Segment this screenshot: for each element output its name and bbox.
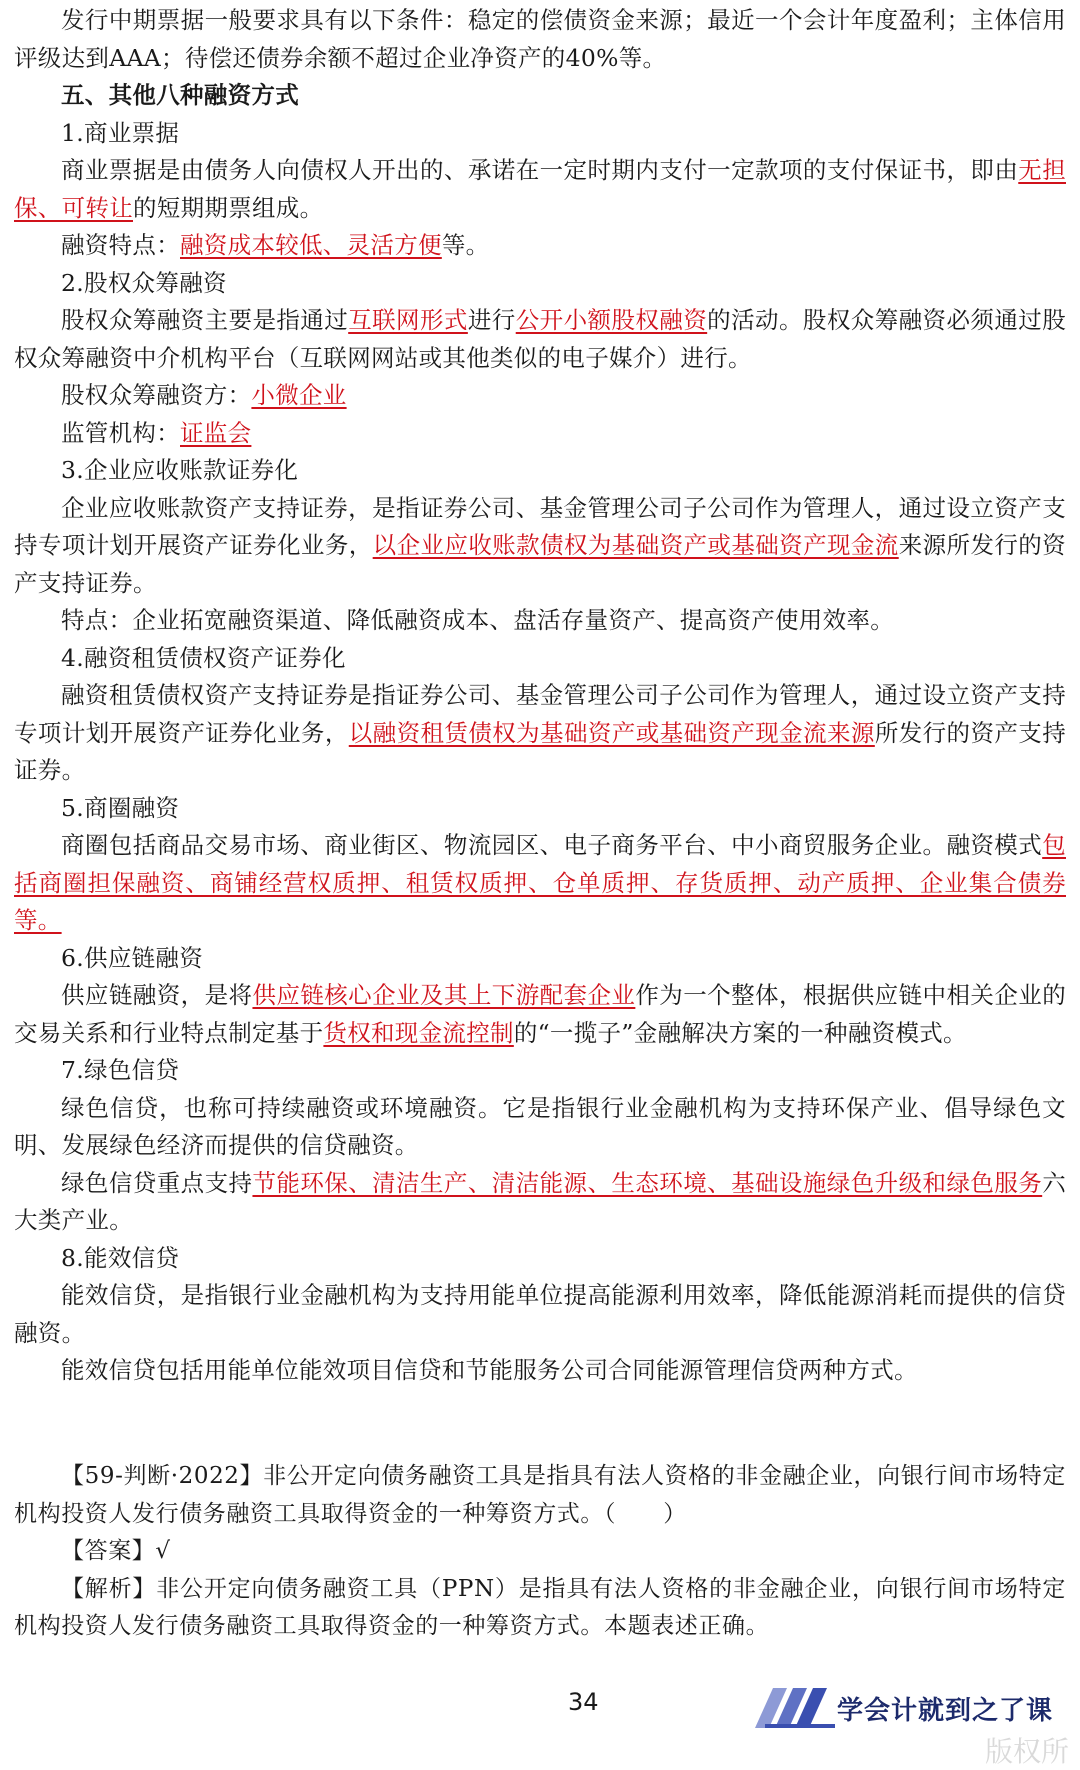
paragraph (14, 602, 1066, 640)
text-run: 商圈包括商品交易市场、商业街区、物流园区、电子商务平台、中小商贸服务企业。融资模式 (61, 831, 1043, 859)
text-run: 进行 (467, 306, 516, 334)
exam-question-block (14, 1458, 1066, 1646)
question-analysis: 【解析】非公开定向债务融资工具（PPN）是指具有法人资格的非金融企业，向银行间市场特定机构投资人发行债务融资工具取得资金的一种筹资方式。本题表述正确。 (14, 1575, 1066, 1639)
text-run: 1.商业票据 (61, 118, 180, 147)
text-run: 的活动。股权众筹融资必须通过股权众筹融资中介机构平台（互联网网站或其他类似的电子媒介）进行。 (14, 306, 1067, 372)
question-prompt: 【59-判断·2022】非公开定向债务融资工具是指具有法人资格的非金融企业，向银行间市场特定机构投资人发行债务融资工具取得资金的一种筹资方式。（ ） (14, 1463, 1066, 1527)
text-run: 供应链融资，是将 (61, 981, 253, 1009)
highlighted-term: 以企业应收账款债权为基础资产或基础资产现金流 (372, 531, 899, 559)
text-run: 股权众筹融资主要是指通过 (61, 306, 349, 334)
paragraph (14, 1090, 1066, 1165)
highlighted-term: 节能环保、清洁生产、清洁能源、生态环境、基础设施绿色升级和绿色服务 (252, 1168, 1043, 1197)
paragraph (14, 2, 1066, 77)
text-run: 8.能效信贷 (61, 1243, 180, 1272)
highlighted-term: 公开小额股权融资 (515, 306, 708, 334)
brand-text: 学会计就到之了课 (837, 1696, 1054, 1726)
highlighted-term: 包括商圈担保融资、商铺经营权质押、租赁权质押、仓单质押、存货质押、动产质押、企业集合债券等。 (14, 831, 1066, 934)
text-run: 能效信贷，是指银行业金融机构为支持用能单位提高能源利用效率，降低能源消耗而提供的信贷融资。 (14, 1281, 1066, 1347)
highlighted-term: 互联网形式 (348, 306, 468, 334)
text-run: 绿色信贷，也称可持续融资或环境融资。它是指银行业金融机构为支持环保产业、倡导绿色文明、发展绿色经济而提供的信贷融资。 (14, 1093, 1066, 1159)
paragraph (14, 452, 1066, 490)
text-run: 等。 (441, 231, 490, 259)
text-run: 来源所发行的资产支持证券。 (14, 531, 1066, 597)
paragraph (14, 1277, 1066, 1352)
watermark: 版权所 (985, 1735, 1070, 1768)
paragraph (14, 377, 1066, 415)
text-run: 7.绿色信贷 (61, 1056, 180, 1084)
paragraph (14, 940, 1066, 978)
paragraph (14, 677, 1066, 790)
paragraph (14, 265, 1066, 303)
paragraph (14, 302, 1066, 377)
paragraph (14, 640, 1066, 678)
text-run: 绿色信贷重点支持 (61, 1168, 253, 1197)
text-run: 监管机构： (61, 418, 180, 447)
question-answer: 【答案】√ (61, 1538, 171, 1564)
text-run: 5.商圈融资 (61, 793, 180, 822)
text-run: 6.供应链融资 (61, 943, 204, 972)
page-number: 34 (568, 1688, 599, 1716)
paragraph (14, 227, 1066, 265)
text-run: 商业票据是由债务人向债权人开出的、承诺在一定时期内支付一定款项的支付保证书，即由 (61, 156, 1019, 184)
paragraph (14, 115, 1066, 153)
paragraph (14, 415, 1066, 453)
text-run: 4.融资租赁债权资产证券化 (61, 643, 346, 672)
paragraph (14, 1352, 1066, 1390)
text-run: 发行中期票据一般要求具有以下条件：稳定的偿债资金来源；最近一个会计年度盈利；主体信用评级达到AAA；待偿还债券余额不超过企业净资产的40%等。 (14, 6, 1066, 72)
text-run: 融资特点： (61, 231, 180, 259)
paragraph (14, 152, 1066, 227)
slash-logo-icon (755, 1680, 845, 1735)
paragraph (14, 790, 1066, 828)
section-heading (14, 77, 1066, 115)
text-run: 特点：企业拓宽融资渠道、降低融资成本、盘活存量资产、提高资产使用效率。 (61, 606, 894, 634)
paragraph (14, 977, 1066, 1052)
text-run: 五、其他八种融资方式 (61, 81, 299, 109)
text-run: 作为一个整体，根据供应链中相关企业的交易关系和行业特点制定基于 (14, 981, 1066, 1047)
text-run: 所发行的资产支持证券。 (14, 718, 1066, 784)
text-run: 股权众筹融资方： (61, 381, 252, 409)
highlighted-term: 证监会 (180, 418, 252, 447)
text-run: 3.企业应收账款证券化 (61, 456, 299, 484)
text-run: 企业应收账款资产支持证券，是指证券公司、基金管理公司子公司作为管理人，通过设立资产支持专项计划开展资产证券化业务， (14, 493, 1066, 559)
highlighted-term: 货权和现金流控制 (323, 1018, 514, 1047)
text-run: 六大类产业。 (14, 1168, 1066, 1234)
highlighted-term: 无担保、可转让 (14, 156, 1066, 222)
paragraph (14, 827, 1066, 940)
document-body (14, 2, 1066, 1390)
highlighted-term: 供应链核心企业及其上下游配套企业 (252, 981, 636, 1009)
paragraph (14, 490, 1066, 603)
text-run: 的“一揽子”金融解决方案的一种融资模式。 (513, 1018, 967, 1047)
text-run: 的短期期票组成。 (133, 193, 324, 222)
paragraph (14, 1052, 1066, 1090)
highlighted-term: 融资成本较低、灵活方便 (180, 231, 442, 259)
brand-logo (755, 1680, 1080, 1735)
text-run: 2.股权众筹融资 (61, 268, 227, 297)
paragraph (14, 1165, 1066, 1240)
highlighted-term: 以融资租赁债权为基础资产或基础资产现金流来源 (348, 718, 875, 747)
paragraph (14, 1240, 1066, 1278)
text-run: 能效信贷包括用能单位能效项目信贷和节能服务公司合同能源管理信贷两种方式。 (61, 1356, 918, 1384)
text-run: 融资租赁债权资产支持证券是指证券公司、基金管理公司子公司作为管理人，通过设立资产支持专项计划开展资产证券化业务， (14, 681, 1066, 747)
highlighted-term: 小微企业 (251, 381, 347, 409)
